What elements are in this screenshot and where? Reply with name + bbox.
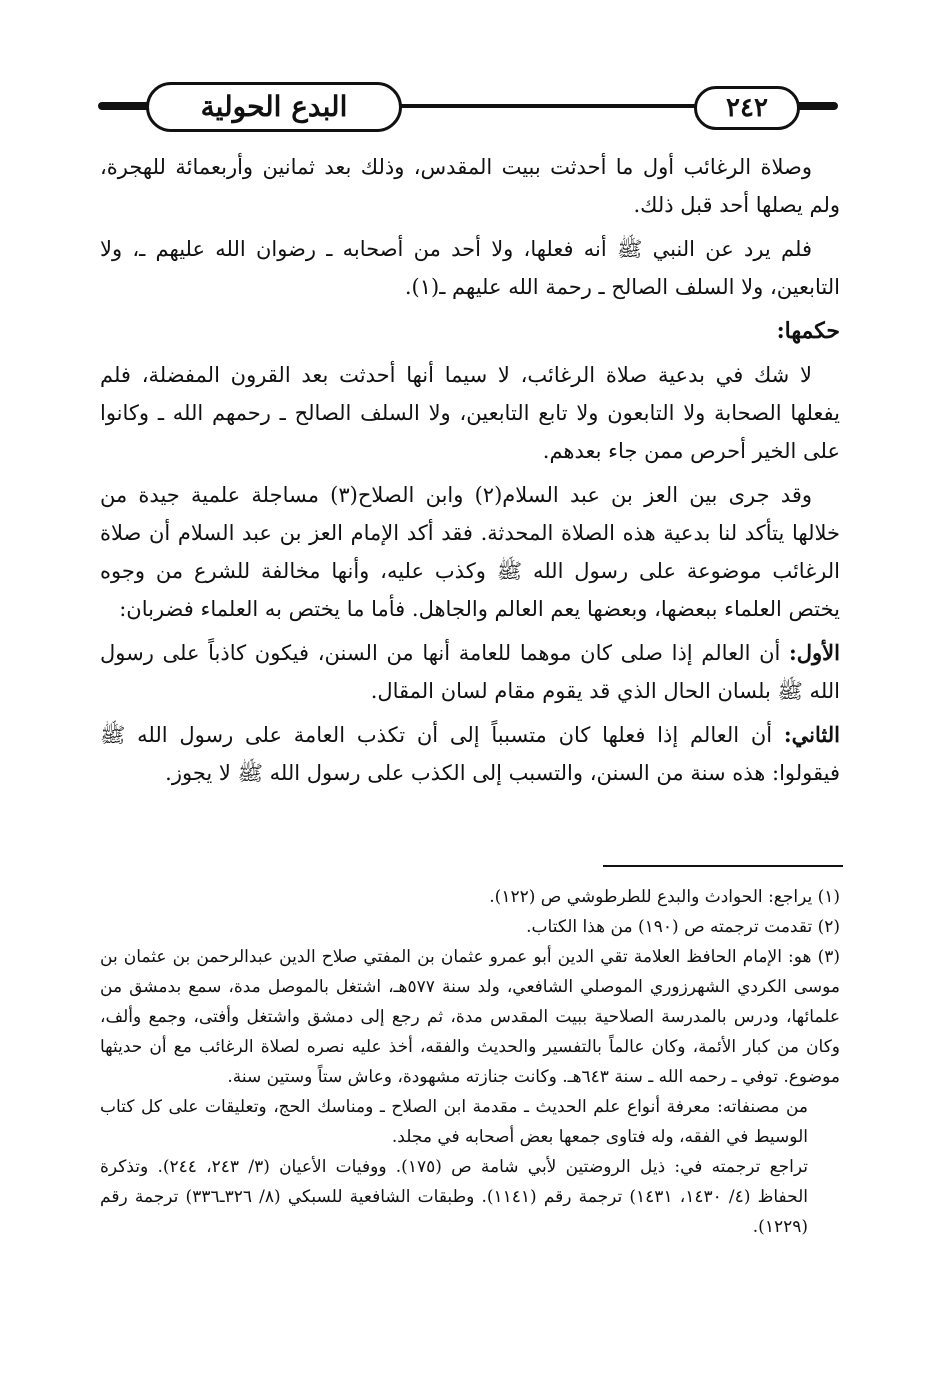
page-header bbox=[98, 82, 838, 132]
paragraph-second-point bbox=[100, 716, 840, 792]
paragraph-first-point bbox=[100, 634, 840, 710]
book-title: البدع الحولية bbox=[146, 82, 402, 132]
paragraph-debate: وقد جرى بين العز بن عبد السلام(٢) وابن الصلاح(٣) مساجلة علمية جيدة من خلالها يتأكد لنا بدعية هذه الصلاة المحدثة. فقد أكد الإمام العز بن عبد السلام أن صلاة الرغائب موضوعة على رسول الله ﷺ وكذب عليه، وأنها مخالفة للشرع من وجوه يختص العلماء ببعضها، وبعضها يعم العالم والجاهل. فأما ما يختص به العلماء فضربان: bbox=[100, 483, 840, 621]
page-number: ٢٤٢ bbox=[694, 86, 800, 130]
footnote-divider bbox=[603, 865, 843, 867]
second-point-text: أن العالم إذا فعلها كان متسبباً إلى أن تكذب العامة على رسول الله ﷺ فيقولوا: هذه سنة من السنن، والتسبب إلى الكذب على رسول الله ﷺ لا يجوز. bbox=[100, 723, 840, 785]
first-point-label: الأول: bbox=[789, 640, 840, 665]
paragraph-ruling: لا شك في بدعية صلاة الرغائب، لا سيما أنها أحدثت بعد القرون المفضلة، فلم يفعلها الصحابة ولا التابعون ولا تابع التابعين، ولا السلف الصالح ـ رحمهم الله ـ وكانوا على الخير أحرص ممن جاء بعدهم. bbox=[100, 363, 840, 463]
footnote-2: (٢) تقدمت ترجمته ص (١٩٠) من هذا الكتاب. bbox=[526, 917, 840, 937]
main-text bbox=[100, 148, 840, 798]
footnotes bbox=[100, 882, 840, 1242]
header-ornament-middle bbox=[398, 104, 728, 108]
paragraph-no-precedent: فلم يرد عن النبي ﷺ أنه فعلها، ولا أحد من أصحابه ـ رضوان الله عليهم ـ، ولا التابعين، ولا السلف الصالح ـ رحمة الله عليهم ـ(١). bbox=[100, 237, 840, 299]
footnote-3-sources: تراجع ترجمته في: ذيل الروضتين لأبي شامة ص (١٧٥). ووفيات الأعيان (٣/ ٢٤٣، ٢٤٤). وتذكرة الحفاظ (٤/ ١٤٣٠، ١٤٣١) ترجمة رقم (١١٤١). وطبقات الشافعية للسبكي (٨/ ٣٢٦ـ٣٣٦) ترجمة رقم (١٢٢٩). bbox=[100, 1157, 808, 1237]
section-heading-ruling: حكمها: bbox=[776, 318, 840, 344]
paragraph-origin: وصلاة الرغائب أول ما أحدثت ببيت المقدس، وذلك بعد ثمانين وأربعمائة للهجرة، ولم يصلها أحد قبل ذلك. bbox=[100, 155, 840, 217]
footnote-3: (٣) هو: الإمام الحافظ العلامة تقي الدين أبو عمرو عثمان بن المفتي صلاح الدين عبدالرحمن بن عثمان بن موسى الكردي الشهرزوري الموصلي الشافعي، ولد سنة ٥٧٧هـ، اشتغل بالموصل مدة، سمع بدمشق من علمائها، ودرس بالمدرسة الصلاحية ببيت المقدس مدة، ثم رجع إلى دمشق واشتغل وأفتى، وجمع وألف، وكان من كبار الأئمة، وكان عالماً بالتفسير والحديث والفقه، أخذ عليه نصره لصلاة الرغائب مع أن حديثها موضوع. توفي ـ رحمه الله ـ سنة ٦٤٣هـ. وكانت جنازته مشهودة، وعاش ستاً وستين سنة. bbox=[100, 947, 840, 1087]
first-point-text: أن العالم إذا صلى كان موهما للعامة أنها من السنن، فيكون كاذباً على رسول الله ﷺ بلسان الحال الذي قد يقوم مقام لسان المقال. bbox=[100, 641, 840, 703]
second-point-label: الثاني: bbox=[783, 722, 840, 747]
footnote-1: (١) يراجع: الحوادث والبدع للطرطوشي ص (١٢٢). bbox=[489, 887, 840, 907]
footnote-3-works: من مصنفاته: معرفة أنواع علم الحديث ـ مقدمة ابن الصلاح ـ ومناسك الحج، وتعليقات على كل كتاب الوسيط في الفقه، وله فتاوى جمعها بعض أصحابه في مجلد. bbox=[100, 1097, 808, 1147]
